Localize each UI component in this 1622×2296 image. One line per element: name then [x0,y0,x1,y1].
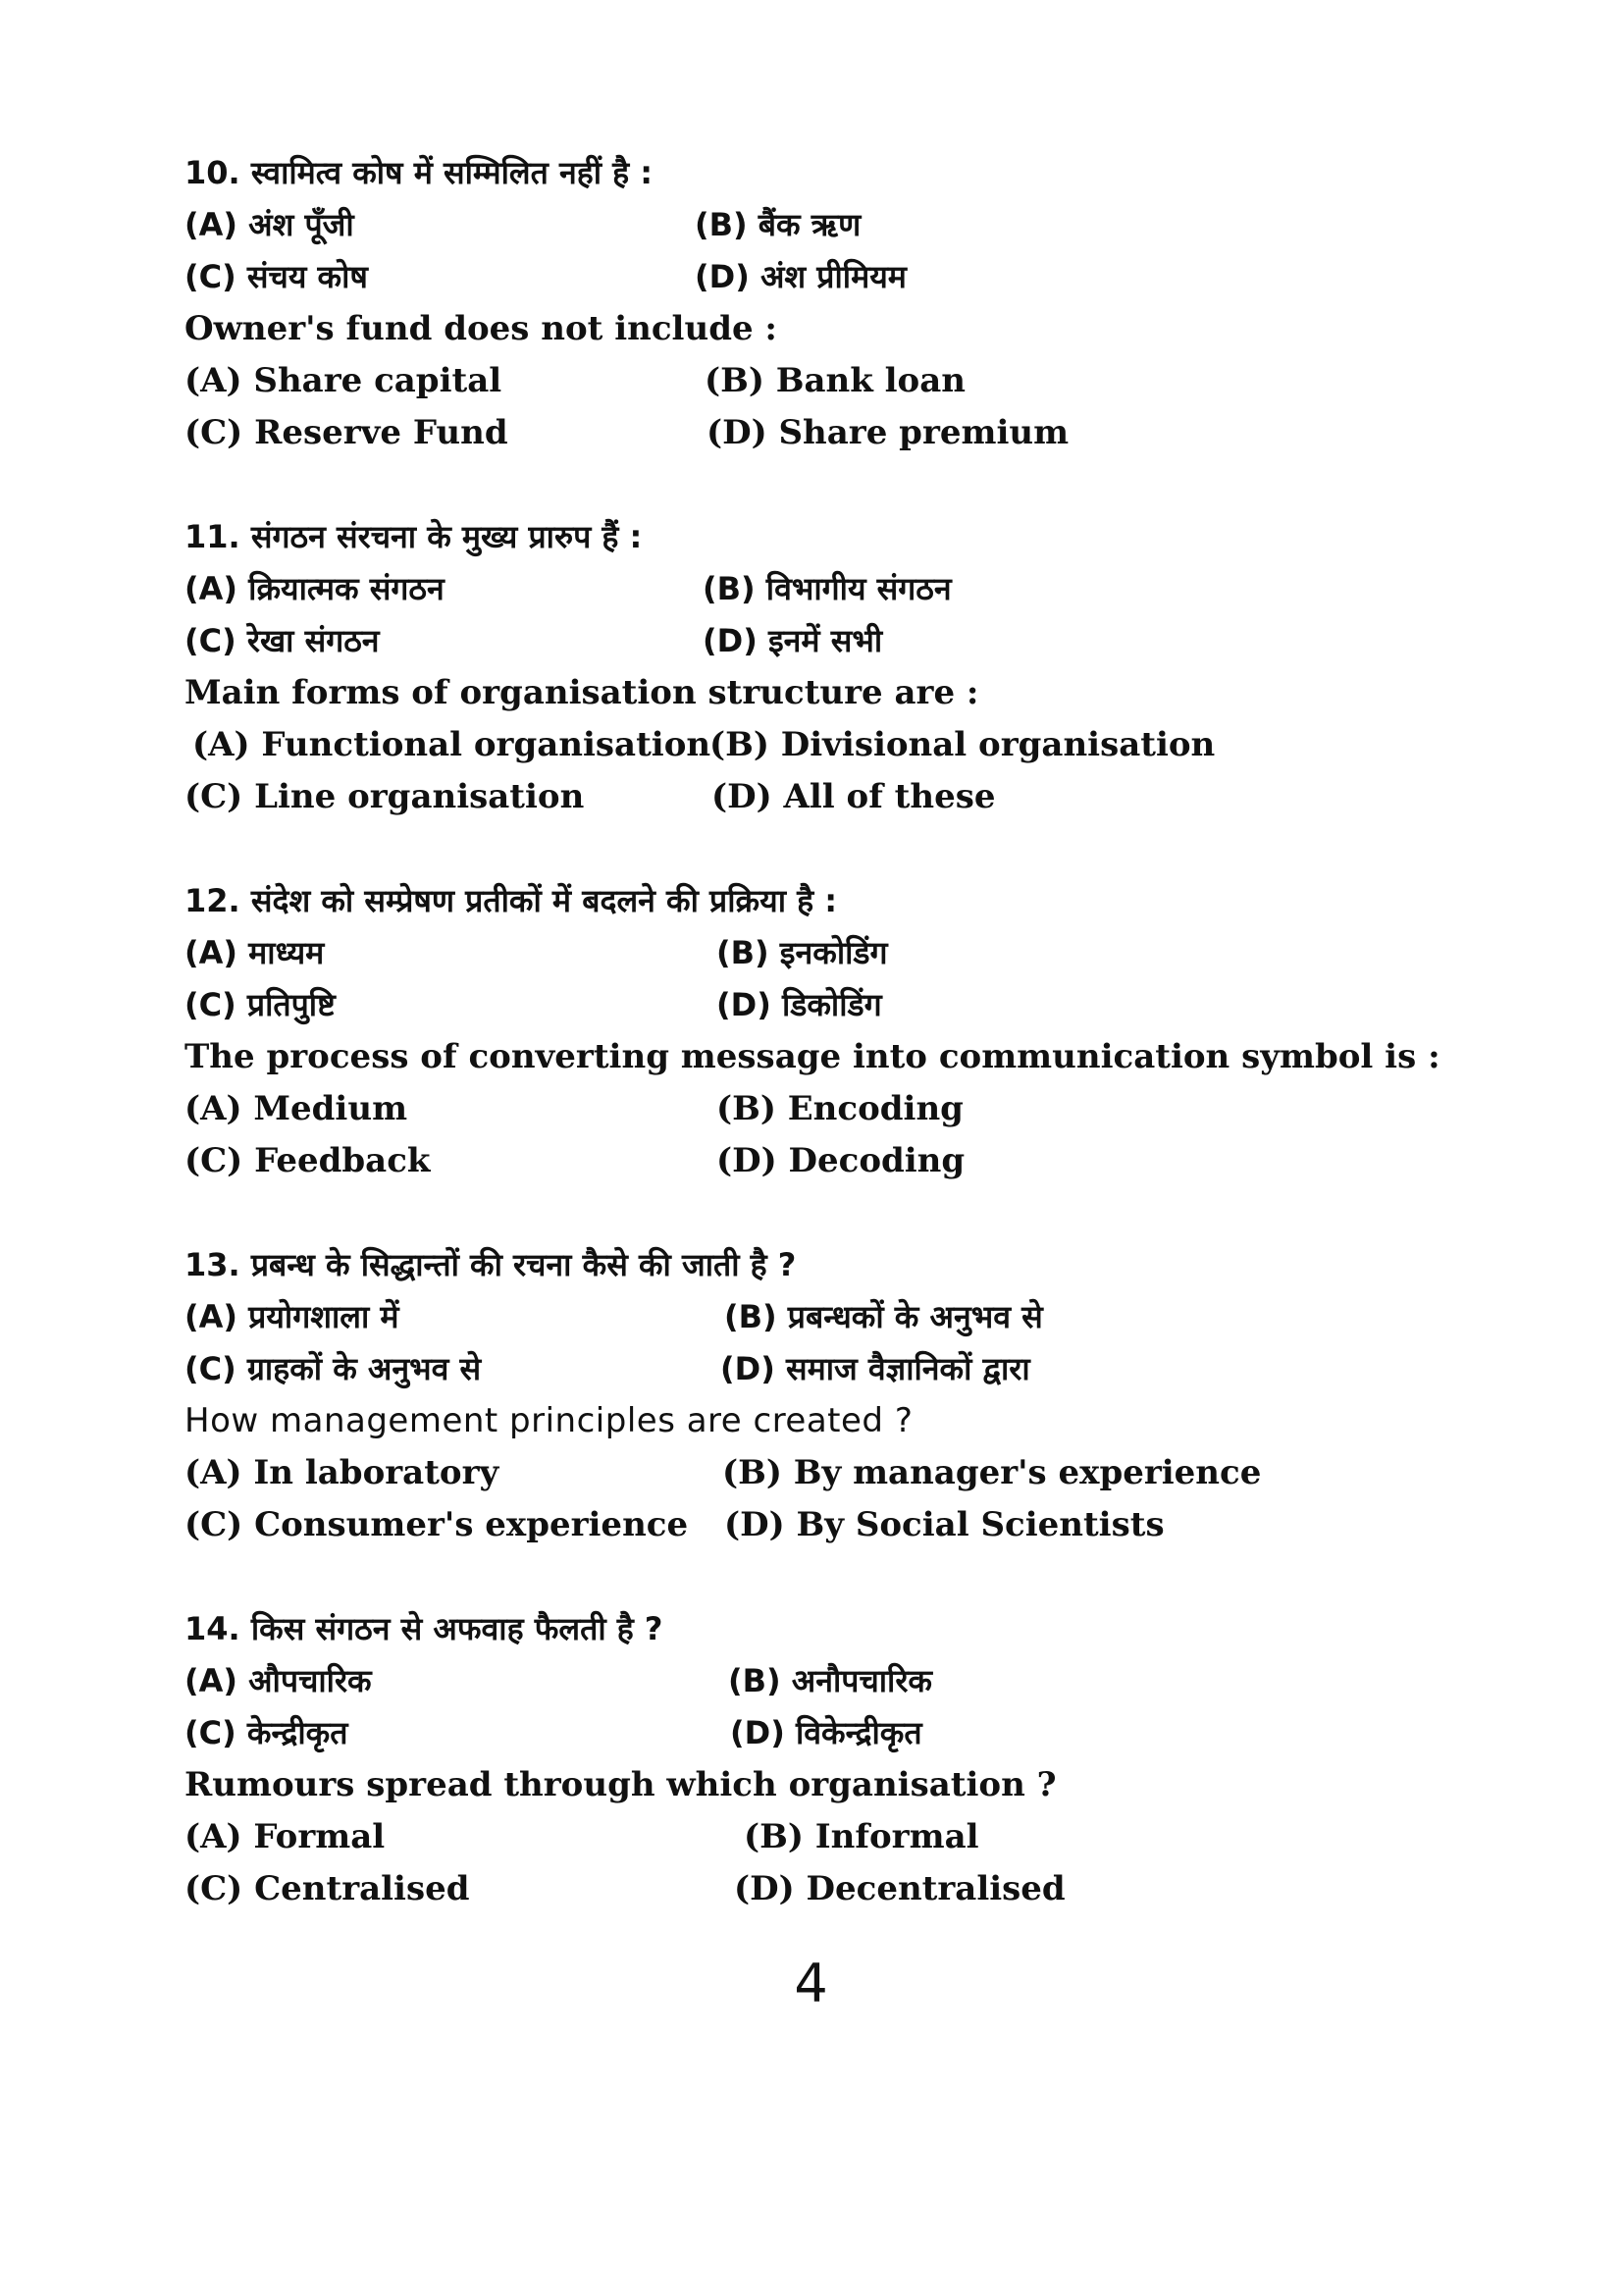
option-b-english: (B) By manager's experience [722,1453,1262,1492]
option-a-hindi: (A) अंश पूँजी [184,206,354,243]
option-a-hindi: (A) माध्यम [184,934,325,971]
option-d-hindi: (D) इनमें सभी [703,622,883,659]
option-a-english: (A) Formal [184,1817,386,1856]
option-b-english: (B) Divisional organisation [709,725,1216,764]
option-c-english: (C) Feedback [184,1141,431,1180]
option-b-hindi: (B) बैंक ऋण [695,206,862,243]
question-12 [184,875,1440,1187]
option-b-english: (B) Bank loan [705,361,966,400]
option-b-hindi: (B) अनौपचारिक [728,1662,933,1699]
option-d-english: (D) By Social Scientists [724,1505,1165,1544]
question-stem-english: The process of converting message into communication symbol is : [184,1037,1440,1076]
question-stem-english: How management principles are created ? [184,1401,914,1440]
option-c-english: (C) Consumer's experience [184,1505,689,1544]
option-c-hindi: (C) प्रतिपुष्टि [184,986,336,1023]
option-c-english: (C) Line organisation [184,777,585,816]
option-d-hindi: (D) विकेन्द्रीकृत [730,1714,922,1751]
option-d-hindi: (D) डिकोडिंग [716,986,882,1023]
question-11 [184,511,1421,823]
option-a-english: (A) Medium [184,1089,408,1128]
question-stem-english: Owner's fund does not include : [184,309,777,348]
option-d-english: (D) Decentralised [734,1869,1066,1908]
option-c-english: (C) Centralised [184,1869,470,1908]
option-d-hindi: (D) समाज वैज्ञानिकों द्वारा [720,1350,1030,1387]
option-c-hindi: (C) केन्द्रीकृत [184,1714,348,1751]
option-a-english: (A) Functional organisation [192,725,711,764]
option-a-hindi: (A) औपचारिक [184,1662,372,1699]
option-b-hindi: (B) विभागीय संगठन [703,570,952,607]
option-c-hindi: (C) संचय कोष [184,258,368,295]
question-stem-english: Main forms of organisation structure are : [184,673,979,712]
option-b-english: (B) Encoding [716,1089,964,1128]
option-c-english: (C) Reserve Fund [184,413,508,452]
option-a-english: (A) In laboratory [184,1453,499,1492]
question-10 [184,147,1421,459]
option-c-hindi: (C) रेखा संगठन [184,622,380,659]
question-stem-hindi: 12. संदेश को सम्प्रेषण प्रतीकों में बदलने की प्रक्रिया है : [184,882,838,919]
option-a-hindi: (A) क्रियात्मक संगठन [184,570,445,607]
question-stem-hindi: 13. प्रबन्ध के सिद्धान्तों की रचना कैसे की जाती है ? [184,1246,797,1283]
option-b-hindi: (B) प्रबन्धकों के अनुभव से [724,1298,1043,1335]
option-a-hindi: (A) प्रयोगशाला में [184,1298,399,1335]
question-14 [184,1603,1421,1915]
option-d-english: (D) Decoding [716,1141,966,1180]
option-b-hindi: (B) इनकोडिंग [716,934,888,971]
question-stem-hindi: 11. संगठन संरचना के मुख्य प्रारुप हैं : [184,518,643,555]
question-stem-hindi: 14. किस संगठन से अफवाह फैलती है ? [184,1610,663,1647]
question-stem-hindi: 10. स्वामित्व कोष में सम्मिलित नहीं है : [184,154,654,191]
question-13 [184,1239,1421,1551]
option-d-english: (D) All of these [711,777,996,816]
option-b-english: (B) Informal [744,1817,979,1856]
question-stem-english: Rumours spread through which organisation ? [184,1765,1057,1804]
page-number: 4 [794,1953,828,2014]
option-d-hindi: (D) अंश प्रीमियम [695,258,907,295]
option-d-english: (D) Share premium [706,413,1070,452]
option-c-hindi: (C) ग्राहकों के अनुभव से [184,1350,482,1387]
option-a-english: (A) Share capital [184,361,502,400]
